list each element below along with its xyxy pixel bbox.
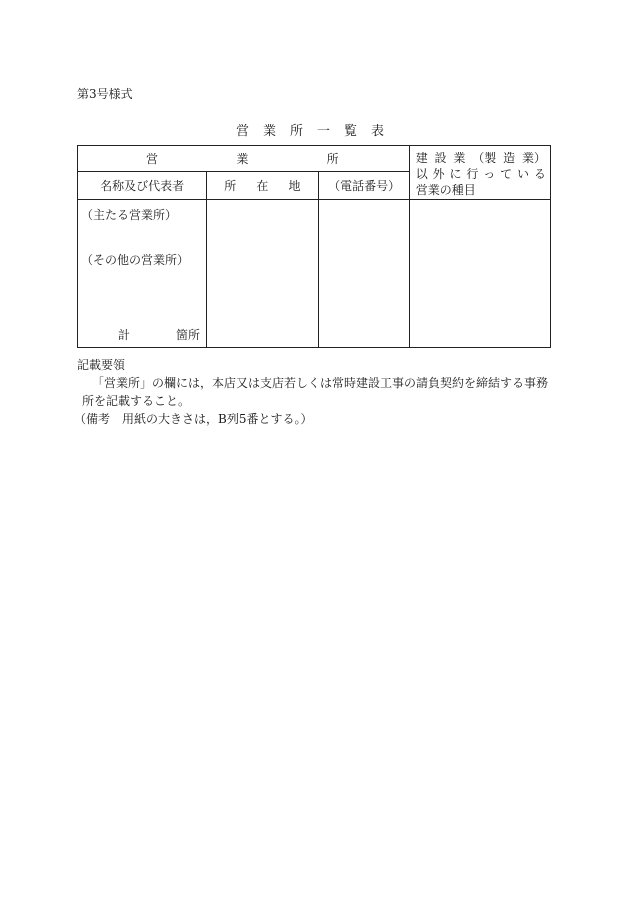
business-type-line-3: 営業の種目 xyxy=(415,183,476,197)
header-office-group xyxy=(78,146,410,172)
office-list-table xyxy=(77,145,551,348)
bt-1-3: 業 xyxy=(453,151,466,165)
bt-1-2: 設 xyxy=(434,151,447,165)
bt-2-4: 行 xyxy=(466,167,479,181)
cell-phone-blank xyxy=(319,200,409,348)
bt-2-3: に xyxy=(449,167,462,181)
row-other-offices: （その他の営業所） xyxy=(81,253,190,267)
header-location xyxy=(207,172,319,200)
document-title: 営業所一覧表 xyxy=(236,124,399,139)
header-office-char-2: 業 xyxy=(236,152,249,166)
location-char-1: 所 xyxy=(224,179,237,193)
row-main-office: （主たる営業所） xyxy=(81,208,178,222)
bt-2-5: っ xyxy=(483,167,496,181)
notes-line-2: 所を記載すること。 xyxy=(82,394,191,408)
header-name-representative: 名称及び代表者 xyxy=(78,172,207,200)
header-business-type xyxy=(409,146,550,200)
header-phone: （電話番号） xyxy=(319,172,409,200)
bt-2-7: い xyxy=(517,167,530,181)
cell-business-type-blank xyxy=(409,200,550,348)
bt-2-6: て xyxy=(500,167,513,181)
bt-2-8: る xyxy=(533,167,546,181)
bt-2-2: 外 xyxy=(432,167,445,181)
notes-line-1: 「営業所」の欄には，本店又は支店若しくは常時建設工事の請負契約を締結する事務 xyxy=(92,376,549,390)
bt-1-1: 建 xyxy=(415,151,428,165)
business-type-line-2 xyxy=(416,166,546,182)
header-office-char-3: 所 xyxy=(326,152,339,166)
bt-1-5: 造 xyxy=(503,151,516,165)
bt-2-1: 以 xyxy=(415,167,428,181)
form-number: 第3号様式 xyxy=(77,87,133,101)
total-label: 計 xyxy=(118,328,131,342)
location-char-2: 在 xyxy=(256,179,269,193)
location-char-3: 地 xyxy=(288,179,301,193)
header-office-char-1: 営 xyxy=(146,152,159,166)
bt-1-6: 業） xyxy=(521,151,546,165)
notes-heading: 記載要領 xyxy=(77,358,126,372)
notes-section xyxy=(74,356,549,428)
bt-1-4: （製 xyxy=(472,151,497,165)
notes-remark: （備考 用紙の大きさは，B列5番とする。） xyxy=(74,412,313,426)
cell-location-blank xyxy=(207,200,319,348)
total-unit: 箇所 xyxy=(176,328,201,342)
business-type-line-1 xyxy=(416,150,546,166)
row-total xyxy=(118,326,200,343)
cell-office-names xyxy=(78,200,207,348)
